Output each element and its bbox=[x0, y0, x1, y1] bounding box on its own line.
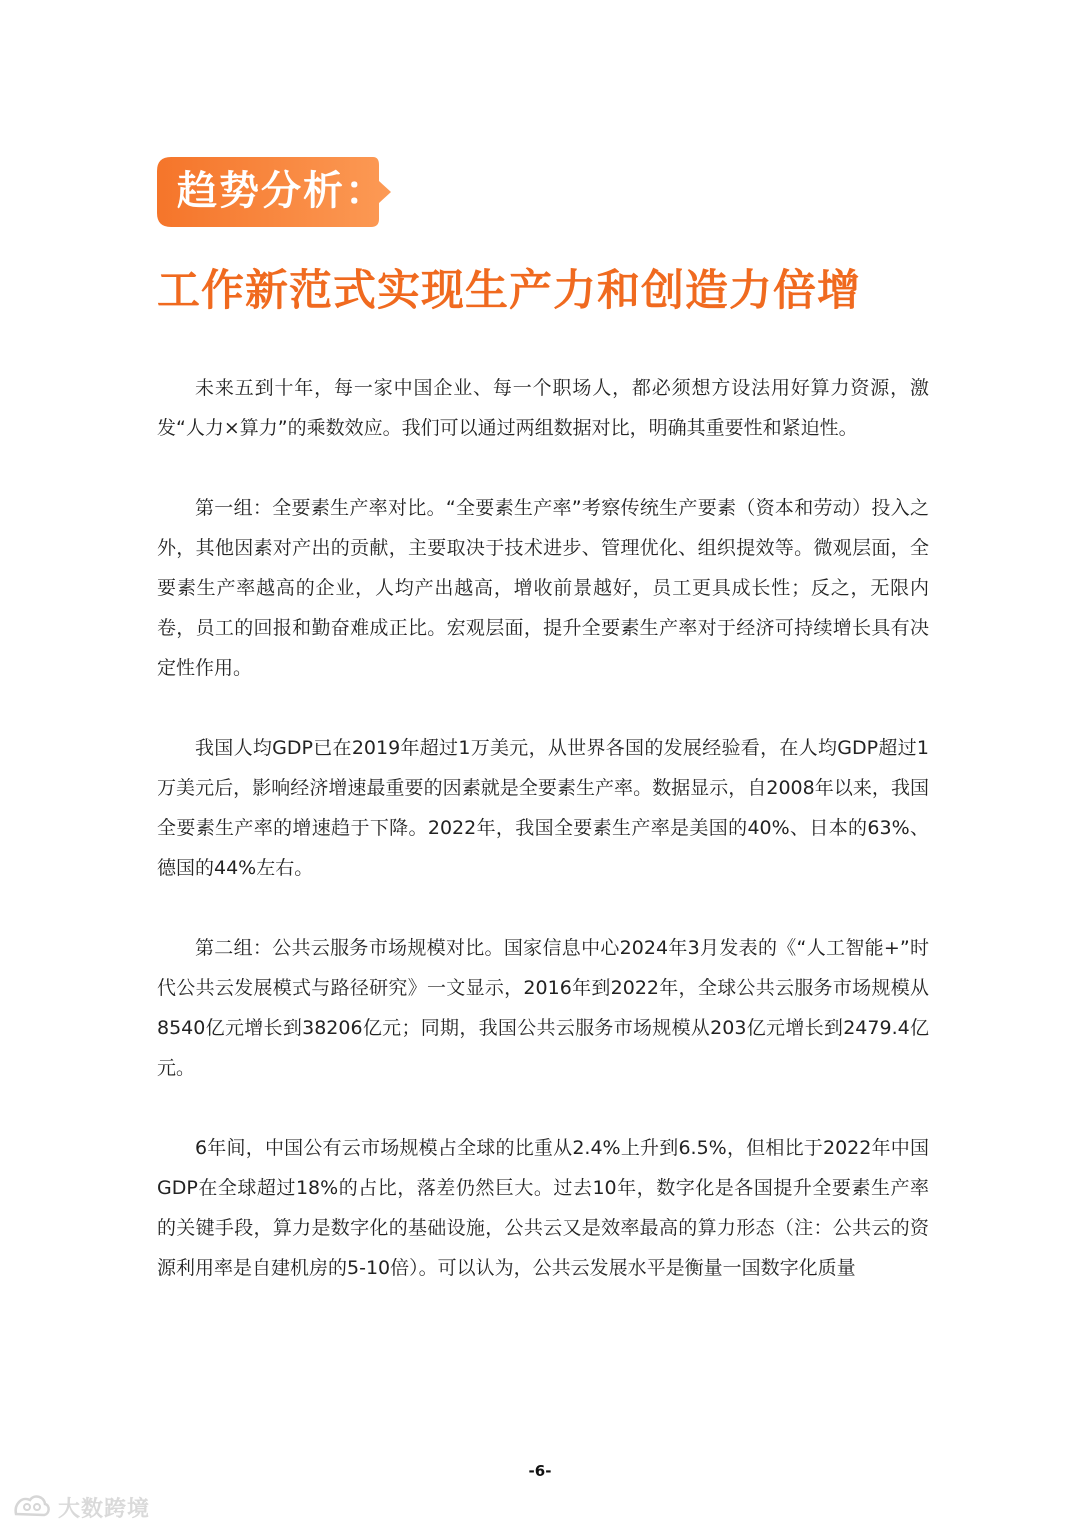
page-title: 工作新范式实现生产力和创造力倍增 bbox=[157, 266, 861, 316]
paragraph-3: 我国人均GDP已在2019年超过1万美元，从世界各国的发展经验看，在人均GDP超过1万美元后，影响经济增速最重要的因素就是全要素生产率。数据显示，自2008年以来，我国全要素生产率的增速趋于下降。2022年，我国全要素生产率是美国的40%、日本的63%、德国的44%左右。 bbox=[157, 737, 929, 879]
article-body bbox=[157, 368, 929, 1328]
section-badge-label: 趋势分析： bbox=[177, 168, 387, 214]
watermark-logo-icon bbox=[12, 1492, 52, 1522]
watermark-text: 大数跨境 bbox=[58, 1496, 151, 1522]
watermark bbox=[12, 1490, 150, 1524]
paragraph-5: 6年间，中国公有云市场规模占全球的比重从2.4%上升到6.5%，但相比于2022年中国GDP在全球超过18%的占比，落差仍然巨大。过去10年，数字化是各国提升全要素生产率的关键手段，算力是数字化的基础设施，公共云又是效率最高的算力形态（注：公共云的资源利用率是自建机房的5-10倍）。可以认为，公共云发展水平是衡量一国数字化质量 bbox=[157, 1137, 929, 1279]
section-badge bbox=[157, 157, 392, 227]
paragraph-4: 第二组：公共云服务市场规模对比。国家信息中心2024年3月发表的《“人工智能+”时代公共云发展模式与路径研究》一文显示，2016年到2022年，全球公共云服务市场规模从8540亿元增长到38206亿元；同期，我国公共云服务市场规模从203亿元增长到2479.4亿元。 bbox=[157, 937, 929, 1079]
paragraph-2: 第一组：全要素生产率对比。“全要素生产率”考察传统生产要素（资本和劳动）投入之外，其他因素对产出的贡献，主要取决于技术进步、管理优化、组织提效等。微观层面，全要素生产率越高的企业，人均产出越高，增收前景越好，员工更具成长性；反之，无限内卷，员工的回报和勤奋难成正比。宏观层面，提升全要素生产率对于经济可持续增长具有决定性作用。 bbox=[157, 497, 929, 679]
page-number: -6- bbox=[528, 1462, 552, 1480]
paragraph-1: 未来五到十年，每一家中国企业、每一个职场人，都必须想方设法用好算力资源，激发“人力×算力”的乘数效应。我们可以通过两组数据对比，明确其重要性和紧迫性。 bbox=[157, 377, 929, 439]
